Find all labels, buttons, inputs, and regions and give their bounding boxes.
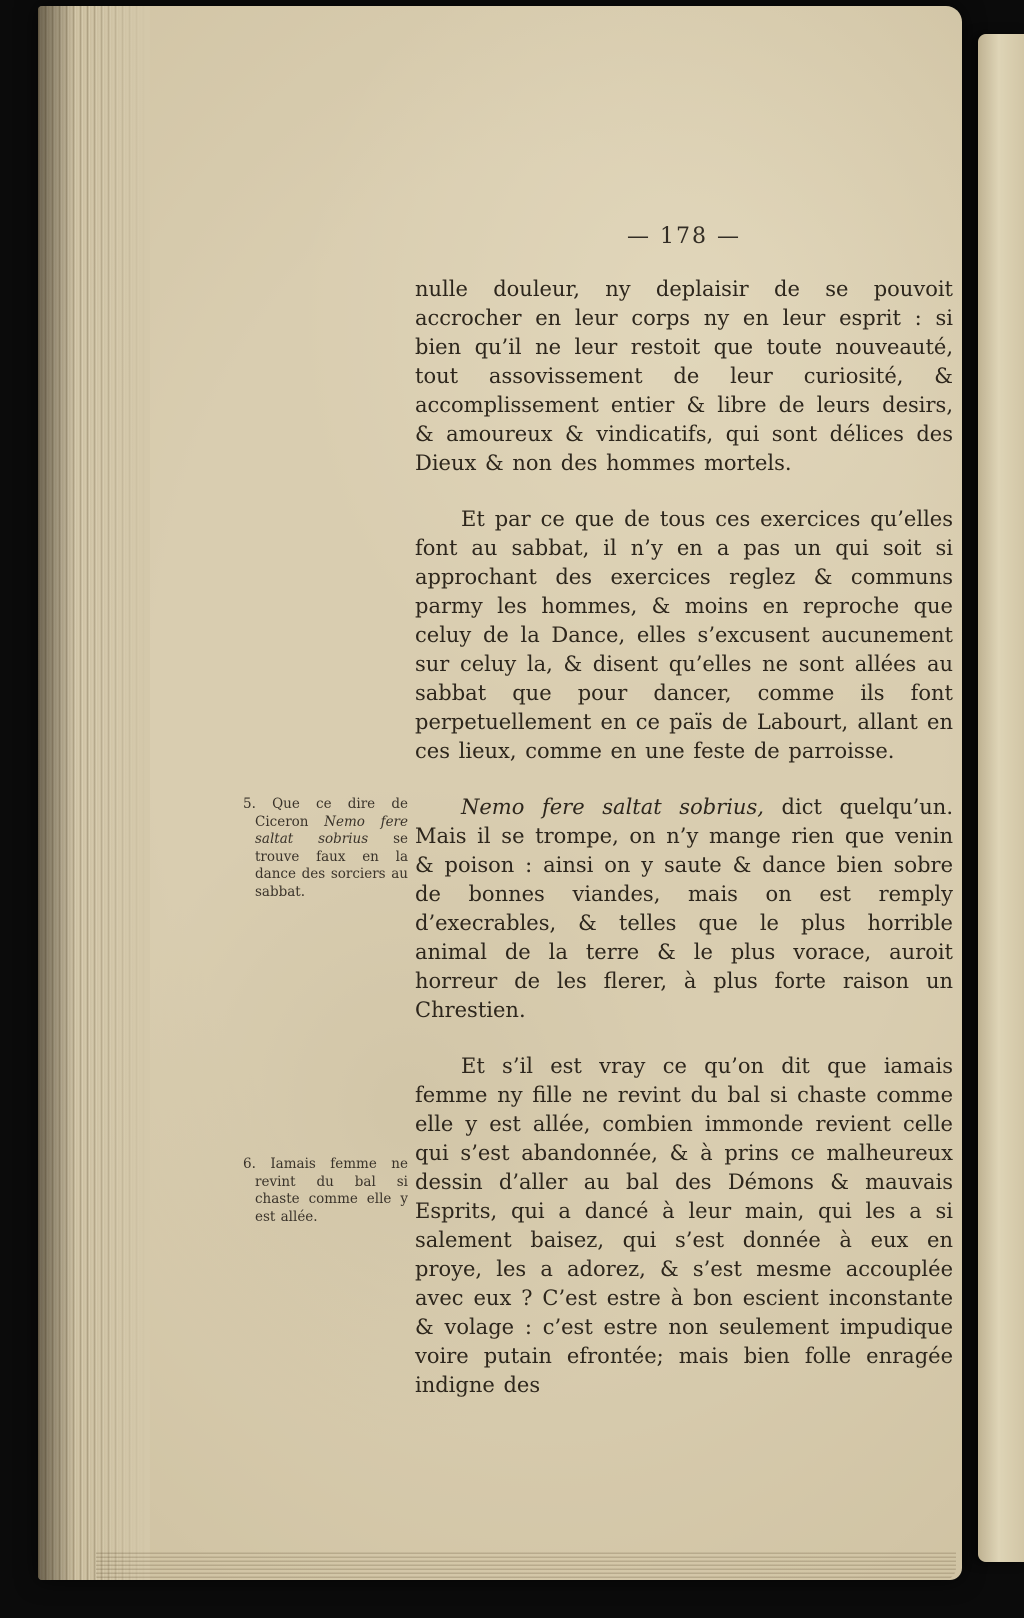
body-paragraph-1: nulle douleur, ny deplaisir de se pouvoit accrocher en leur corps ny en leur esprit : si bien qu’il ne leur restoit que toute nouveauté, tout assovissement de leur curiosité, & accomplissement entier & libre de leurs desirs, & amoureux & vindicatifs, qui sont délices des Dieux & non des hommes mortels. [415, 277, 953, 475]
margin-note-5 [243, 796, 408, 901]
body-paragraph-3-text: dict quelqu’un. Mais il se trompe, on n’y mange rien que venin & poison : ainsi on y saute & dance bien sobre de bonnes viandes, mais on est remply d’execrables, & telles que le plus horrible animal de la terre & le plus vorace, auroit horreur de les flerer, à plus forte raison un Chrestien. [415, 795, 953, 1022]
margin-note-6: 6. Iamais femme ne revint du bal si chaste comme elle y est allée. [243, 1156, 408, 1225]
latin-quote: Nemo fere saltat sobrius, [461, 795, 764, 819]
stacked-page-edges-bottom [96, 1550, 956, 1580]
margin-note-5-latin-quote: Nemo fere saltat sobrius [255, 813, 408, 847]
book-page [38, 6, 962, 1580]
next-page-edge [978, 34, 1024, 1562]
body-paragraph-4: Et s’il est vray ce qu’on dit que iamais femme ny fille ne revint du bal si chaste comme elle y est allée, combien immonde revient celle qui s’est abandonnée, & à prins ce malheureux dessin d’aller au bal des Démons & mauvais Esprits, qui a dancé à leur main, qui les a si salement baisez, qui s’est donnée à eux en proye, les a adorez, & s’est mesme accouplée avec eux ? C’est estre à bon escient inconstante & volage : c’est estre non seulement impudique voire putain efrontée; mais bien folle enragée indigne des [415, 1054, 953, 1397]
margin-note-5-text-end: se trouve faux en la dance des sorciers au sabbat. [255, 831, 408, 900]
body-paragraph-2: Et par ce que de tous ces exercices qu’elles font au sabbat, il n’y en a pas un qui soit si approchant des exercices reglez & communs parmy les hommes, & moins en reproche que celuy de la Dance, elles s’excusent aucunement sur celuy la, & disent qu’elles ne sont allées au sabbat que pour dancer, comme ils font perpetuellement en ce païs de Labourt, allant en ces lieux, comme en une feste de parroisse. [415, 507, 953, 763]
margin-note-5-text: 5. Que ce dire de Ciceron [243, 796, 408, 830]
paragraph-row-4 [243, 1052, 953, 1400]
page-number: — 178 — [627, 224, 741, 249]
body-paragraph-3 [415, 793, 953, 1025]
stacked-page-edges-left [38, 6, 150, 1580]
page-content [243, 6, 953, 1427]
paragraph-row-3 [243, 793, 953, 1025]
